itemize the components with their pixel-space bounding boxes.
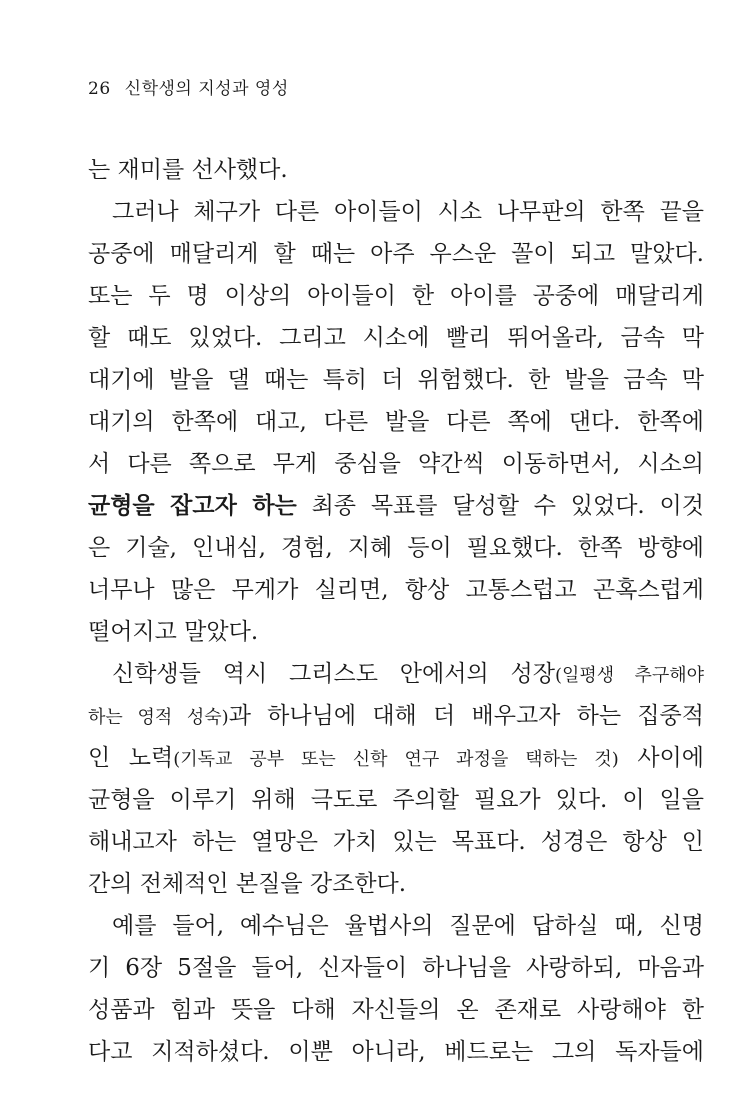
book-title: 신학생의 지성과 영성 [124, 79, 289, 99]
text-segment: 인 노력 [88, 745, 174, 771]
text-line: 기 6장 5절을 들어, 신자들이 하나님을 사랑하되, 마음과 [88, 955, 704, 981]
text-segment: 과 하나님에 대해 더 배우고자 하는 집중적 [228, 703, 704, 729]
text-segment: 사이에 [618, 745, 704, 771]
parenthetical-note: 하는 영적 성숙) [88, 707, 229, 728]
emphasis-text: 균형을 잡고자 하는 [88, 493, 297, 519]
parenthetical-note: (기독교 공부 또는 신학 연구 과정을 택하는 것) [173, 749, 619, 770]
page-number: 26 [88, 79, 111, 99]
text-line: 대기의 한쪽에 대고, 다른 발을 다른 쪽에 댄다. 한쪽에 [88, 409, 704, 435]
text-line: 서 다른 쪽으로 무게 중심을 약간씩 이동하면서, 시소의 [88, 451, 704, 477]
paragraph-start-line [88, 652, 704, 696]
running-head [88, 74, 289, 99]
paragraph-start-line: 예를 들어, 예수님은 율법사의 질문에 답하실 때, 신명 [112, 913, 704, 939]
text-line: 떨어지고 말았다. [88, 619, 259, 645]
text-line [88, 694, 704, 738]
text-line: 은 기술, 인내심, 경험, 지혜 등이 필요했다. 한쪽 방향에 [88, 535, 704, 561]
text-line: 할 때도 있었다. 그리고 시소에 빨리 뛰어올라, 금속 막 [88, 325, 704, 351]
text-line [88, 736, 704, 780]
text-line: 는 재미를 선사했다. [88, 157, 288, 183]
text-line: 다고 지적하셨다. 이뿐 아니라, 베드로는 그의 독자들에 [88, 1039, 704, 1065]
text-segment: 최종 목표를 달성할 수 있었다. 이것 [296, 493, 704, 519]
text-line: 또는 두 명 이상의 아이들이 한 아이를 공중에 매달리게 [88, 283, 704, 309]
text-segment: 신학생들 역시 그리스도 안에서의 성장 [112, 661, 555, 687]
text-line: 대기에 발을 댈 때는 특히 더 위험했다. 한 발을 금속 막 [88, 367, 704, 393]
text-line [88, 484, 704, 528]
text-line: 균형을 이루기 위해 극도로 주의할 필요가 있다. 이 일을 [88, 787, 704, 813]
parenthetical-note: (일평생 추구해야 [554, 665, 704, 686]
paragraph-start-line: 그러나 체구가 다른 아이들이 시소 나무판의 한쪽 끝을 [112, 199, 704, 225]
text-line: 공중에 매달리게 할 때는 아주 우스운 꼴이 되고 말았다. [88, 241, 704, 267]
text-line: 간의 전체적인 본질을 강조한다. [88, 871, 407, 897]
text-line: 너무나 많은 무게가 실리면, 항상 고통스럽고 곤혹스럽게 [88, 577, 704, 603]
text-line: 해내고자 하는 열망은 가치 있는 목표다. 성경은 항상 인 [88, 829, 704, 855]
text-line: 성품과 힘과 뜻을 다해 자신들의 온 존재로 사랑해야 한 [88, 997, 704, 1023]
